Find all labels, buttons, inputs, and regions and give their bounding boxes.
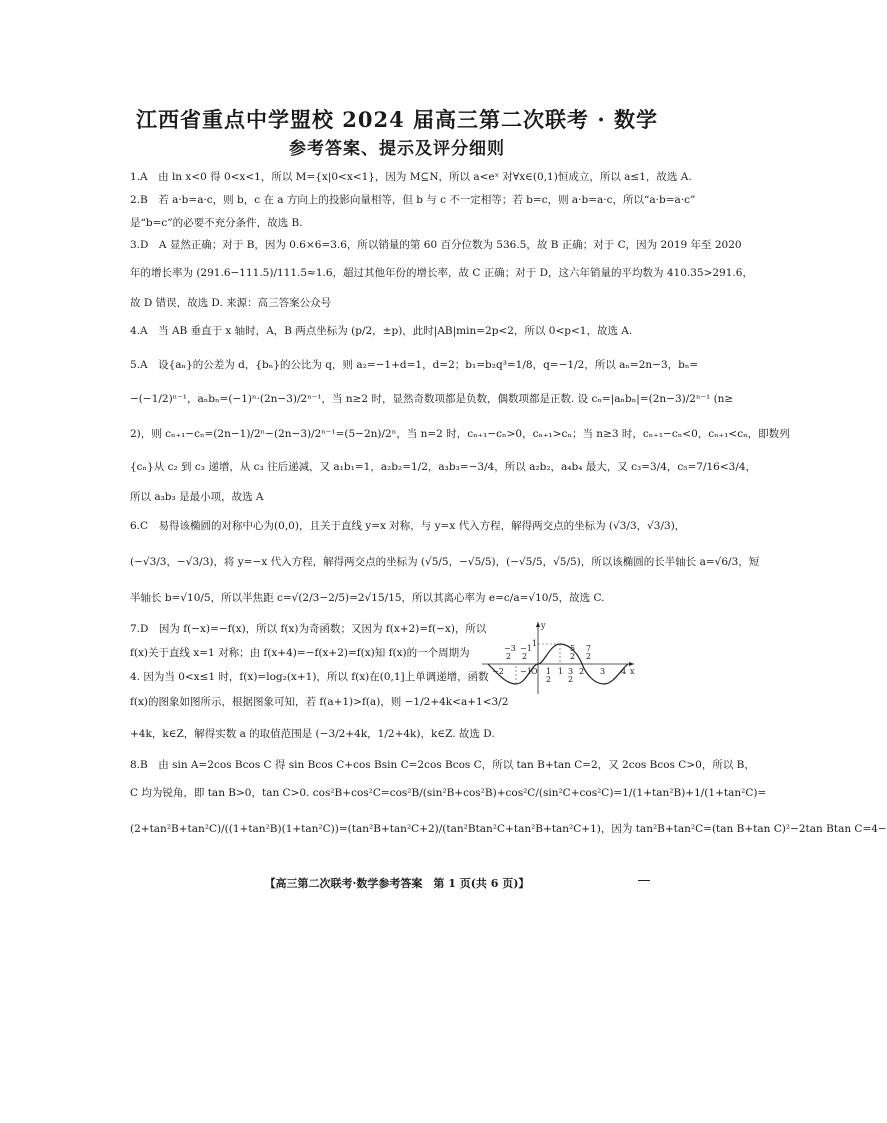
answer-6-line-3: 半轴长 b=√10/5，所以半焦距 c=√(2/3−2/5)=2√15/15，所以其离心率为 e=c/a=√10/5，故选 C. bbox=[130, 592, 605, 604]
answer-3-line-3: 故 D 错误，故选 D. 来源：高三答案公众号 bbox=[130, 297, 332, 309]
answer-8-line-1: 8.B 由 sin A=2cos Bcos C 得 sin Bcos C+cos Bsin C=2cos Bcos C，所以 tan B+tan C=2，又 2cos Bcos C>0，所以 B， bbox=[130, 759, 755, 771]
answer-8-line-3: (2+tan²B+tan²C)/((1+tan²B)(1+tan²C))=(tan²B+tan²C+2)/(tan²Btan²C+tan²B+tan²C+1)，因为 tan²B+tan²C=(tan B+tan C)²−2tan Btan C=4− bbox=[130, 823, 887, 835]
answer-8-line-2: C 均为锐角，即 tan B>0，tan C>0. cos²B+cos²C=cos²B/(sin²B+cos²B)+cos²C/(sin²C+cos²C)=1/(1+tan²B)+1/(1+tan²C)= bbox=[130, 787, 767, 799]
bottom-denom-2: 2 bbox=[568, 675, 574, 684]
top-label-2: −1 bbox=[520, 644, 532, 653]
answer-5-line-2: −(−1/2)ⁿ⁻¹，aₙbₙ=(−1)ⁿ·(2n−3)/2ⁿ⁻¹，当 n≥2 时，显然奇数项都是负数，偶数项都是正数. 设 cₙ=|aₙbₙ|=(2n−3)/2ⁿ⁻¹ (n≥ bbox=[130, 393, 734, 405]
page-title: 江西省重点中学盟校 2024 届高三第二次联考 · 数学 bbox=[135, 107, 658, 132]
answer-7-line-2: f(x)关于直线 x=1 对称；由 f(x+4)=−f(x+2)=f(x)知 f(x)的一个周期为 bbox=[130, 647, 470, 659]
page-subtitle: 参考答案、提示及评分细则 bbox=[289, 139, 505, 159]
answer-7-line-3: 4. 因为当 0<x≤1 时，f(x)=log₂(x+1)，所以 f(x)在(0,1]上单调递增，函数 bbox=[130, 671, 489, 683]
answer-6-line-2: (−√3/3，−√3/3)，将 y=−x 代入方程，解得两交点的坐标为 (√5/5，−√5/5)，(−√5/5，√5/5)，所以该椭圆的长半轴长 a=√6/3，短 bbox=[130, 556, 760, 568]
answer-5-line-4: {cₙ}从 c₂ 到 c₃ 递增，从 c₃ 往后递减，又 a₁b₁=1，a₂b₂=1/2，a₃b₃=−3/4，所以 a₂b₂，a₄b₄ 最大，又 c₃=3/4，c₅=7/16<3/4， bbox=[130, 461, 757, 473]
top-denom-2: 2 bbox=[522, 652, 528, 661]
axis-label-4: 2 bbox=[579, 667, 585, 676]
origin-label: O bbox=[531, 667, 538, 676]
page-footer: 【高三第二次联考·数学参考答案 第 1 页(共 6 页)】 bbox=[264, 877, 530, 890]
answer-2-line-2: 是“b=c”的必要不充分条件，故选 B. bbox=[130, 217, 303, 229]
y-axis-label: y bbox=[541, 621, 546, 630]
footer-dash bbox=[638, 880, 650, 881]
y-axis-arrow bbox=[536, 622, 540, 627]
bottom-denom-1: 2 bbox=[546, 675, 552, 684]
top-label-3: 5 bbox=[570, 644, 576, 653]
top-denom-3: 2 bbox=[570, 652, 576, 661]
x-axis-label: x bbox=[630, 667, 635, 676]
answer-5-line-1: 5.A 设{aₙ}的公差为 d，{bₙ}的公比为 q，则 a₂=−1+d=1，d=2；b₁=b₂q³=1/8，q=−1/2，所以 aₙ=2n−3，bₙ= bbox=[130, 359, 699, 371]
axis-label-1: −2 bbox=[492, 667, 504, 676]
top-label-1: −3 bbox=[504, 644, 516, 653]
bottom-label-1: 1 bbox=[546, 667, 552, 676]
top-denom-4: 2 bbox=[586, 652, 592, 661]
top-label-4: 7 bbox=[586, 644, 592, 653]
answer-2-line-1: 2.B 若 a·b=a·c，则 b，c 在 a 方向上的投影向量相等，但 b 与 c 不一定相等；若 b=c，则 a·b=a·c，所以“a·b=a·c” bbox=[130, 194, 696, 206]
answer-6-line-1: 6.C 易得该椭圆的对称中心为(0,0)，且关于直线 y=x 对称，与 y=x 代入方程，解得两交点的坐标为 (√3/3，√3/3)， bbox=[130, 520, 686, 532]
answer-5-line-3: 2)，则 cₙ₊₁−cₙ=(2n−1)/2ⁿ−(2n−3)/2ⁿ⁻¹=(5−2n)/2ⁿ，当 n=2 时，cₙ₊₁−cₙ>0，cₙ₊₁>cₙ；当 n≥3 时，cₙ₊₁−cₙ<0，cₙ₊₁<cₙ，即数列 bbox=[130, 428, 790, 440]
answer-4-line-1: 4.A 当 AB 垂直于 x 轴时，A，B 两点坐标为 (p/2，±p)，此时|AB|min=2p<2，所以 0<p<1，故选 A. bbox=[130, 325, 633, 337]
axis-label-2: −1 bbox=[520, 667, 532, 676]
function-graph bbox=[478, 618, 638, 698]
axis-label-3: 1 bbox=[558, 667, 564, 676]
answer-7-line-4: f(x)的图象如图所示，根据图象可知，若 f(a+1)>f(a)，则 −1/2+4k<a+1<3/2 bbox=[130, 696, 509, 708]
answer-3-line-2: 年的增长率为 (291.6−111.5)/111.5≈1.6，超过其他年份的增长率，故 C 正确；对于 D，这六年销量的平均数为 410.35>291.6， bbox=[130, 267, 753, 279]
answer-7-line-5: +4k，k∈Z，解得实数 a 的取值范围是 (−3/2+4k，1/2+4k)，k∈Z. 故选 D. bbox=[130, 728, 495, 740]
x-axis-arrow bbox=[629, 662, 634, 666]
answer-1-line-1: 1.A 由 ln x<0 得 0<x<1，所以 M={x|0<x<1}，因为 M⊆N，所以 a<eˣ 对∀x∈(0,1)恒成立，所以 a≤1，故选 A. bbox=[130, 171, 692, 183]
axis-label-6: 4 bbox=[621, 667, 627, 676]
answer-5-line-5: 所以 a₃b₃ 是最小项，故选 A bbox=[130, 491, 264, 503]
bottom-label-2: 3 bbox=[568, 667, 574, 676]
axis-label-5: 3 bbox=[600, 667, 606, 676]
y-one-label: 1 bbox=[532, 639, 538, 648]
answer-3-line-1: 3.D A 显然正确；对于 B，因为 0.6×6=3.6，所以销量的第 60 百分位数为 536.5，故 B 正确；对于 C，因为 2019 年至 2020 bbox=[130, 239, 742, 251]
top-denom-1: 2 bbox=[506, 652, 512, 661]
answer-7-line-1: 7.D 因为 f(−x)=−f(x)，所以 f(x)为奇函数；又因为 f(x+2)=f(−x)，所以 bbox=[130, 623, 487, 635]
